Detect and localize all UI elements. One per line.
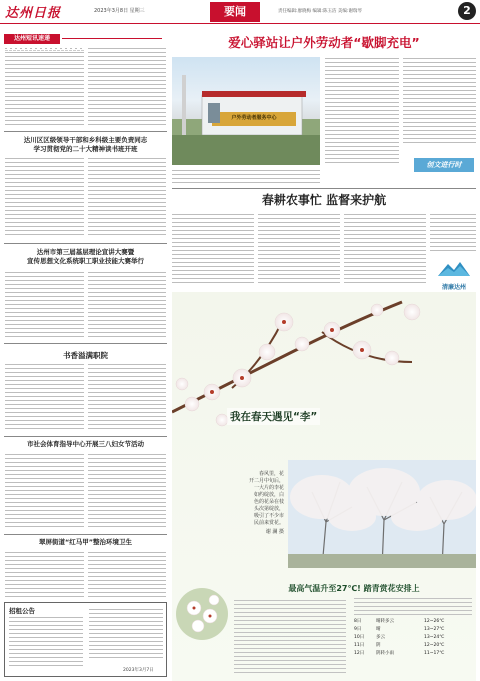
caption-line: 开二月中旬后， — [248, 478, 284, 484]
weather-condition: 阴 — [376, 643, 381, 648]
editor-credits: 责任编辑:廖晓梅 编辑:陈玉洁 美编:谢瑞琴 — [278, 9, 362, 14]
text-line — [5, 48, 84, 51]
rental-notice — [4, 602, 167, 677]
divider — [4, 534, 167, 535]
weather-condition: 阴转小雨 — [376, 651, 394, 656]
weather-body-col2 — [354, 598, 472, 616]
rental-notice-title: 招租公告 — [9, 607, 35, 615]
rental-notice-body — [9, 617, 83, 669]
short-news-block — [5, 52, 84, 128]
spring-body-col1 — [172, 214, 254, 286]
mountain-logo-icon — [434, 258, 474, 278]
article-a1-body-2 — [88, 158, 166, 238]
article-a4-body-2 — [88, 454, 166, 530]
weather-condition: 晴 — [376, 627, 381, 632]
weather-temp: 13~27℃ — [424, 627, 445, 632]
short-news-tag — [4, 34, 60, 44]
page-number — [458, 2, 476, 20]
weather-condition: 晴转多云 — [376, 619, 394, 624]
weather-day: 8日 — [354, 619, 362, 624]
headline-a5: 翠屏街道“红马甲”整治环境卫生 — [38, 538, 133, 546]
civic-banner — [414, 158, 474, 172]
weather-temp: 12~20℃ — [424, 643, 445, 648]
weather-condition: 多云 — [376, 635, 385, 640]
caption-line: 头次第绽放， — [253, 506, 284, 512]
caption-line: 吸引了不少市 — [253, 513, 284, 519]
station-sign-text: 户外劳动者服务中心 — [231, 115, 277, 121]
weather-row — [354, 642, 472, 650]
article-a1-body — [5, 158, 84, 238]
divider — [4, 436, 167, 437]
headline-a1-sub: 学习贯彻党的二十大精神读书班开班 — [33, 145, 138, 153]
caption-line: 一大片的李花 — [253, 485, 284, 491]
headline-a1: 达川区区级领导干部和乡科级主要负责同志 — [23, 136, 148, 144]
clean-dazhou-logo — [434, 258, 474, 291]
section-badge — [210, 2, 260, 22]
article-a4-body — [5, 454, 84, 530]
short-news-block-2 — [88, 48, 166, 128]
lead-body-col2 — [403, 58, 476, 143]
plum-feature — [172, 292, 476, 681]
weather-day: 11日 — [354, 643, 365, 648]
headline-a2: 达州市第三届基层理论宣讲大赛暨 — [36, 248, 135, 256]
weather-row — [354, 626, 472, 634]
weather-table — [354, 618, 472, 658]
weather-temp: 12~26℃ — [424, 619, 445, 624]
photo-caption — [206, 470, 284, 535]
rental-notice-date: 2023年3月7日 — [123, 668, 154, 673]
masthead — [0, 0, 480, 24]
spring-headline: 春耕农事忙 监督来护航 — [261, 193, 387, 207]
weather-temp: 13~24℃ — [424, 635, 445, 640]
article-a3-body — [5, 364, 84, 432]
weather-day: 10日 — [354, 635, 365, 640]
weather-day: 9日 — [354, 627, 362, 632]
caption-line: 如约绽放，白 — [253, 492, 284, 498]
issue-date: 2023年3月8日 星期三 — [94, 8, 145, 14]
divider — [4, 243, 167, 244]
short-news-tag-text: 达州短讯速递 — [13, 35, 50, 42]
article-a3-body-2 — [88, 364, 166, 432]
civic-banner-text: 创文进行时 — [426, 161, 462, 169]
clean-dazhou-logo-text: 清廉达州 — [441, 284, 466, 291]
tag-rule — [62, 38, 162, 39]
spring-body-col2 — [258, 214, 340, 286]
headline-a2-sub: 宣传思想文化系统职工职业技能大赛举行 — [27, 257, 144, 265]
article-a2-body-2 — [88, 272, 166, 338]
caption-line: 春风里，花 — [258, 471, 284, 477]
divider — [4, 131, 167, 132]
weather-headline: 最高气温升至27℃! 踏青赏花安排上 — [288, 584, 420, 593]
section-label: 要闻 — [224, 5, 246, 18]
lead-body-col1 — [325, 58, 399, 166]
service-station-illustration — [172, 57, 320, 165]
weather-body-col1 — [234, 600, 346, 676]
lead-headline: 爱心驿站让户外劳动者“歇脚充电” — [228, 35, 420, 50]
divider — [172, 188, 476, 189]
weather-row — [354, 634, 472, 642]
headline-a4: 市社会体育指导中心开展三八妇女节活动 — [27, 440, 144, 448]
lead-body-col3 — [172, 170, 320, 184]
rental-notice-body-2 — [89, 609, 163, 661]
weather-row — [354, 618, 472, 626]
plum-feature-title: 我在春天遇见“李” — [227, 408, 320, 425]
caption-line: 民前来赏花。 — [253, 520, 284, 526]
headline-a3: 书香溢满职院 — [63, 351, 108, 360]
spring-body-col4 — [430, 214, 476, 254]
page-number-text: 2 — [463, 4, 471, 17]
caption-line: 色的花朵在枝 — [253, 499, 284, 505]
divider — [4, 343, 167, 344]
weather-day: 12日 — [354, 651, 365, 656]
article-a5-body-2 — [88, 552, 166, 598]
spring-body-col3 — [344, 214, 426, 286]
photo-credit: 谢 澜 摄 — [265, 529, 284, 535]
weather-temp: 11~17℃ — [424, 651, 445, 656]
lead-photo — [172, 57, 320, 165]
article-a2-body — [5, 272, 84, 338]
newspaper-logo: 达州日报 — [5, 6, 62, 21]
weather-row — [354, 650, 472, 658]
article-a5-body — [5, 552, 84, 598]
